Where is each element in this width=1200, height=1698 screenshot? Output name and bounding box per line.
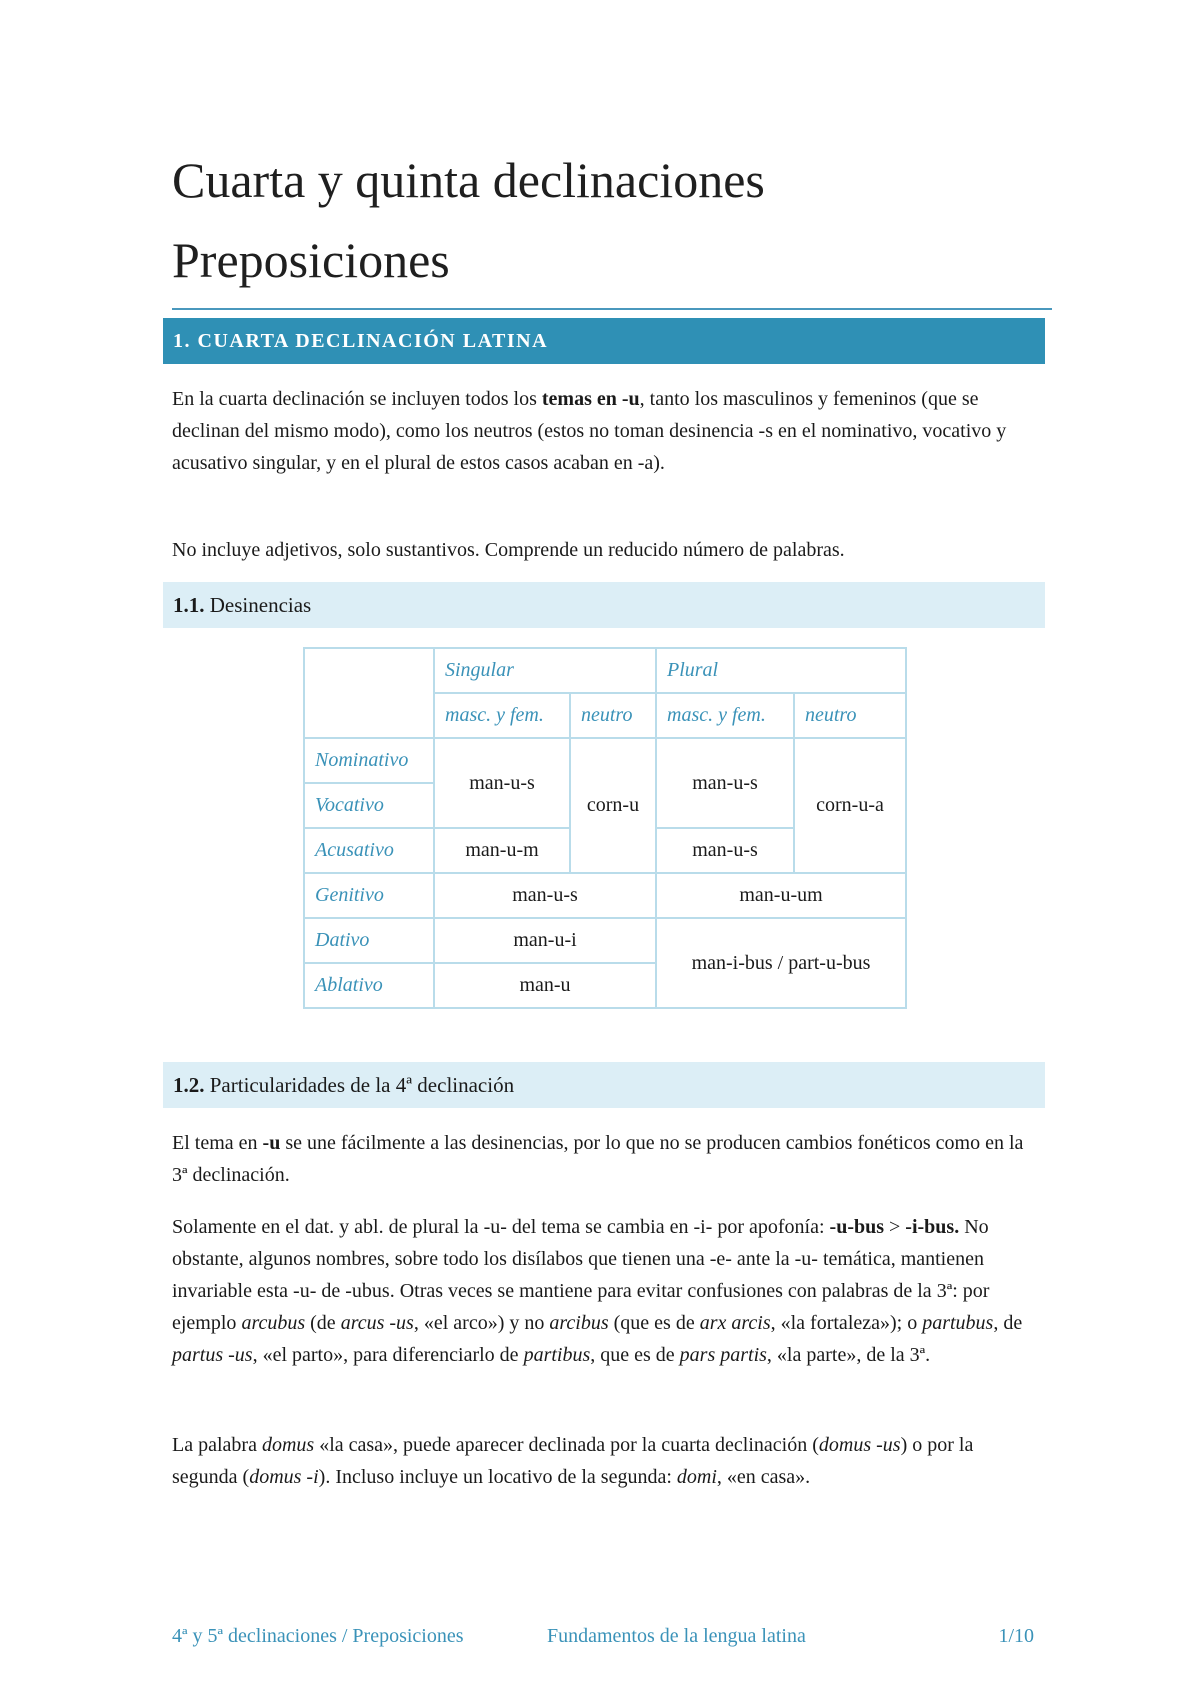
cell-pl-neutro: corn-u-a [794, 738, 906, 873]
footer-page-number: 1/10 [998, 1625, 1034, 1647]
header-plural: Plural [656, 648, 906, 693]
italic-span: arx arcis [699, 1312, 771, 1334]
cell-pl-dat-abl: man-i-bus / part-u-bus [656, 918, 906, 1008]
table-row [304, 648, 906, 693]
italic-span: partus -us [172, 1344, 253, 1366]
text-span: se une fácilmente a las desinencias, por lo que no se producen cambios fonéticos como en la 3ª declinación. [172, 1132, 1024, 1186]
paragraph-domus [172, 1429, 1042, 1493]
text-span: (que es de [608, 1312, 700, 1334]
italic-span: domus [261, 1434, 315, 1456]
cell-sg-abl: man-u [434, 963, 656, 1008]
italic-span: arcus -us [340, 1312, 414, 1334]
row-label-ablativo: Ablativo [304, 963, 434, 1008]
bold-span: -u-bus [829, 1216, 885, 1238]
italic-span: partubus [922, 1312, 994, 1334]
text-span: El tema en [172, 1132, 263, 1154]
text-span: ) o por la segunda ( [172, 1434, 974, 1488]
row-label-dativo: Dativo [304, 918, 434, 963]
text-span: (de [305, 1312, 341, 1334]
text-span: , tanto los masculinos y femeninos (que se declinan del mismo modo), como los neutros (estos no toman desinencia -s en el nominativo, vocativo y acusativo singular, y en el plural de estos casos acaban en -a). [172, 388, 1007, 474]
header-sg-masc-fem: masc. y fem. [434, 693, 570, 738]
cell-sg-acc: man-u-m [434, 828, 570, 873]
bold-span: -i-bus. [905, 1216, 960, 1238]
italic-span: domus -us [818, 1434, 901, 1456]
paragraph-intro [172, 383, 1042, 479]
text-span: , de [993, 1312, 1023, 1334]
row-label-genitivo: Genitivo [304, 873, 434, 918]
row-label-acusativo: Acusativo [304, 828, 434, 873]
italic-span: arcibus [549, 1312, 609, 1334]
text-span: En la cuarta declinación se incluyen todos los [172, 388, 542, 410]
title-line-1: Cuarta y quinta declinaciones [172, 152, 765, 208]
cell-sg-nom-voc: man-u-s [434, 738, 570, 828]
page-footer [172, 1625, 1042, 1655]
bold-span: temas en -u [541, 388, 640, 410]
italic-span: pars partis [679, 1344, 767, 1366]
text-span: , «la fortaleza»); o [770, 1312, 923, 1334]
paragraph-scope [172, 534, 1042, 566]
section-heading-1: 1. CUARTA DECLINACIÓN LATINA [163, 318, 1045, 364]
header-pl-neutro: neutro [794, 693, 906, 738]
italic-span: domus -i [249, 1466, 319, 1488]
text-span: La palabra [172, 1434, 262, 1456]
paragraph-apofonia [172, 1211, 1042, 1371]
title-line-2: Preposiciones [172, 232, 450, 288]
page-title [172, 140, 1052, 310]
text-span: No obstante, algunos nombres, sobre todo los disílabos que tienen una -e- ante la -u- temática, mantienen invariable esta -u- de -ubus. Otras veces se mantiene para evitar confusiones con palabras de la 3ª: por ejemplo [172, 1216, 990, 1334]
text-span: , «la parte», de la 3ª. [766, 1344, 931, 1366]
table-row [304, 873, 906, 918]
cell-sg-dat: man-u-i [434, 918, 656, 963]
text-span: , «en casa». [716, 1466, 811, 1488]
subsection-number: 1.2. [173, 1073, 205, 1097]
italic-span: partibus [523, 1344, 591, 1366]
declension-table [303, 647, 907, 1009]
italic-span: domi [676, 1466, 717, 1488]
italic-span: arcubus [241, 1312, 306, 1334]
text-span: > [884, 1216, 906, 1238]
row-label-vocativo: Vocativo [304, 783, 434, 828]
text-span: , que es de [590, 1344, 680, 1366]
table-row [304, 738, 906, 783]
text-span: No incluye adjetivos, solo sustantivos. Comprende un reducido número de palabras. [172, 539, 845, 561]
text-span: , «el parto», para diferenciarlo de [252, 1344, 524, 1366]
cell-pl-nom-voc: man-u-s [656, 738, 794, 828]
cell-sg-gen: man-u-s [434, 873, 656, 918]
footer-section-title: 4ª y 5ª declinaciones / Preposiciones [172, 1625, 464, 1647]
footer-course-title: Fundamentos de la lengua latina [547, 1625, 806, 1647]
subsection-label: Particularidades de la 4ª declinación [204, 1073, 515, 1097]
row-label-nominativo: Nominativo [304, 738, 434, 783]
table-row [304, 918, 906, 963]
cell-sg-neutro: corn-u [570, 738, 656, 873]
header-singular: Singular [434, 648, 656, 693]
cell-pl-acc: man-u-s [656, 828, 794, 873]
subsection-number: 1.1. [173, 593, 205, 617]
subsection-heading-desinencias [163, 582, 1045, 628]
text-span: , «el arco») y no [413, 1312, 550, 1334]
paragraph-tema [172, 1127, 1042, 1191]
header-sg-neutro: neutro [570, 693, 656, 738]
table-corner-cell [304, 648, 434, 738]
subsection-label: Desinencias [204, 593, 312, 617]
cell-pl-gen: man-u-um [656, 873, 906, 918]
text-span: «la casa», puede aparecer declinada por la cuarta declinación ( [314, 1434, 819, 1456]
bold-span: -u [262, 1132, 281, 1154]
header-pl-masc-fem: masc. y fem. [656, 693, 794, 738]
text-span: ). Incluso incluye un locativo de la segunda: [318, 1466, 677, 1488]
subsection-heading-particularidades [163, 1062, 1045, 1108]
text-span: Solamente en el dat. y abl. de plural la -u- del tema se cambia en -i- por apofonía: [172, 1216, 830, 1238]
